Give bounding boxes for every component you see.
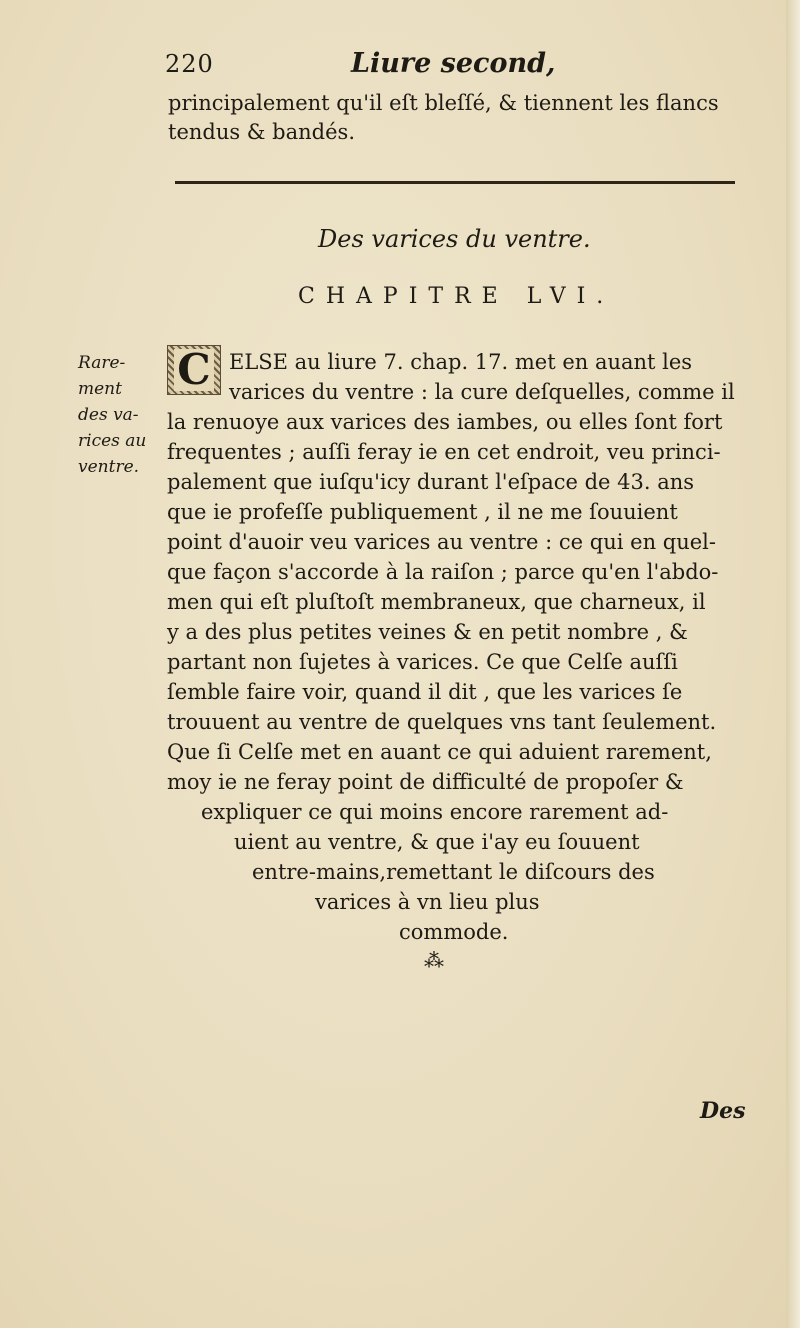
body-line: frequentes ; auſſi feray ie en cet endroit, veu princi- bbox=[167, 440, 721, 464]
continuation-line: principalement qu'il eſt bleſſé, & tiennent les flancs bbox=[168, 91, 719, 115]
body-line: moy ie ne feray point de difficulté de propoſer & bbox=[167, 770, 684, 794]
margin-note-line: Rare- bbox=[78, 353, 126, 373]
body-line: Que ſi Celſe met en auant ce qui aduient rarement, bbox=[167, 740, 712, 764]
asterism-ornament: ⁂ bbox=[424, 948, 444, 972]
body-line: que façon s'accorde à la raiſon ; parce qu'en l'abdo- bbox=[167, 560, 719, 584]
body-line: trouuent au ventre de quelques vns tant ſeulement. bbox=[167, 710, 717, 734]
body-line: point d'auoir veu varices au ventre : ce qui en quel- bbox=[167, 530, 716, 554]
body-line: men qui eſt pluſtoſt membraneux, que charneux, il bbox=[167, 590, 706, 614]
section-divider-rule bbox=[175, 181, 735, 184]
body-line: ELSE au liure 7. chap. 17. met en auant les bbox=[229, 350, 693, 374]
page-edge bbox=[786, 0, 800, 1328]
section-title: Des varices du ventre. bbox=[318, 225, 591, 253]
catchword: Des bbox=[700, 1098, 746, 1124]
body-line: entre-mains,remettant le diſcours des bbox=[252, 860, 655, 884]
body-line: y a des plus petites veines & en petit nombre , & bbox=[167, 620, 688, 644]
body-line: la renuoye aux varices des iambes, ou elles ſont fort bbox=[167, 410, 723, 434]
body-line: ſemble faire voir, quand il dit , que les varices ſe bbox=[167, 680, 683, 704]
body-line: que ie profeſſe publiquement , il ne me ſouuient bbox=[167, 500, 678, 524]
margin-note-line: des va- bbox=[78, 405, 139, 425]
running-title: Liure second, bbox=[351, 48, 556, 79]
body-line: varices à vn lieu plus bbox=[315, 890, 540, 914]
body-line: expliquer ce qui moins encore rarement ad- bbox=[201, 800, 669, 824]
body-line: commode. bbox=[399, 920, 509, 944]
continuation-line: tendus & bandés. bbox=[168, 120, 355, 144]
decorated-initial bbox=[167, 345, 221, 395]
body-line: uient au ventre, & que i'ay eu ſouuent bbox=[234, 830, 640, 854]
body-line: varices du ventre : la cure deſquelles, comme il bbox=[229, 380, 735, 404]
margin-note-line: ventre. bbox=[78, 457, 140, 477]
decorated-initial-letter: C bbox=[174, 349, 213, 391]
page-number: 220 bbox=[165, 50, 214, 78]
margin-note-line: rices au bbox=[78, 431, 147, 451]
chapter-heading: CHAPITRE LVI. bbox=[298, 284, 615, 309]
page-header bbox=[165, 50, 725, 90]
margin-note bbox=[78, 350, 158, 480]
body-line: palement que iuſqu'icy durant l'eſpace de 43. ans bbox=[167, 470, 695, 494]
body-line: partant non ſujetes à varices. Ce que Celſe auſſi bbox=[167, 650, 678, 674]
margin-note-line: ment bbox=[78, 379, 122, 399]
